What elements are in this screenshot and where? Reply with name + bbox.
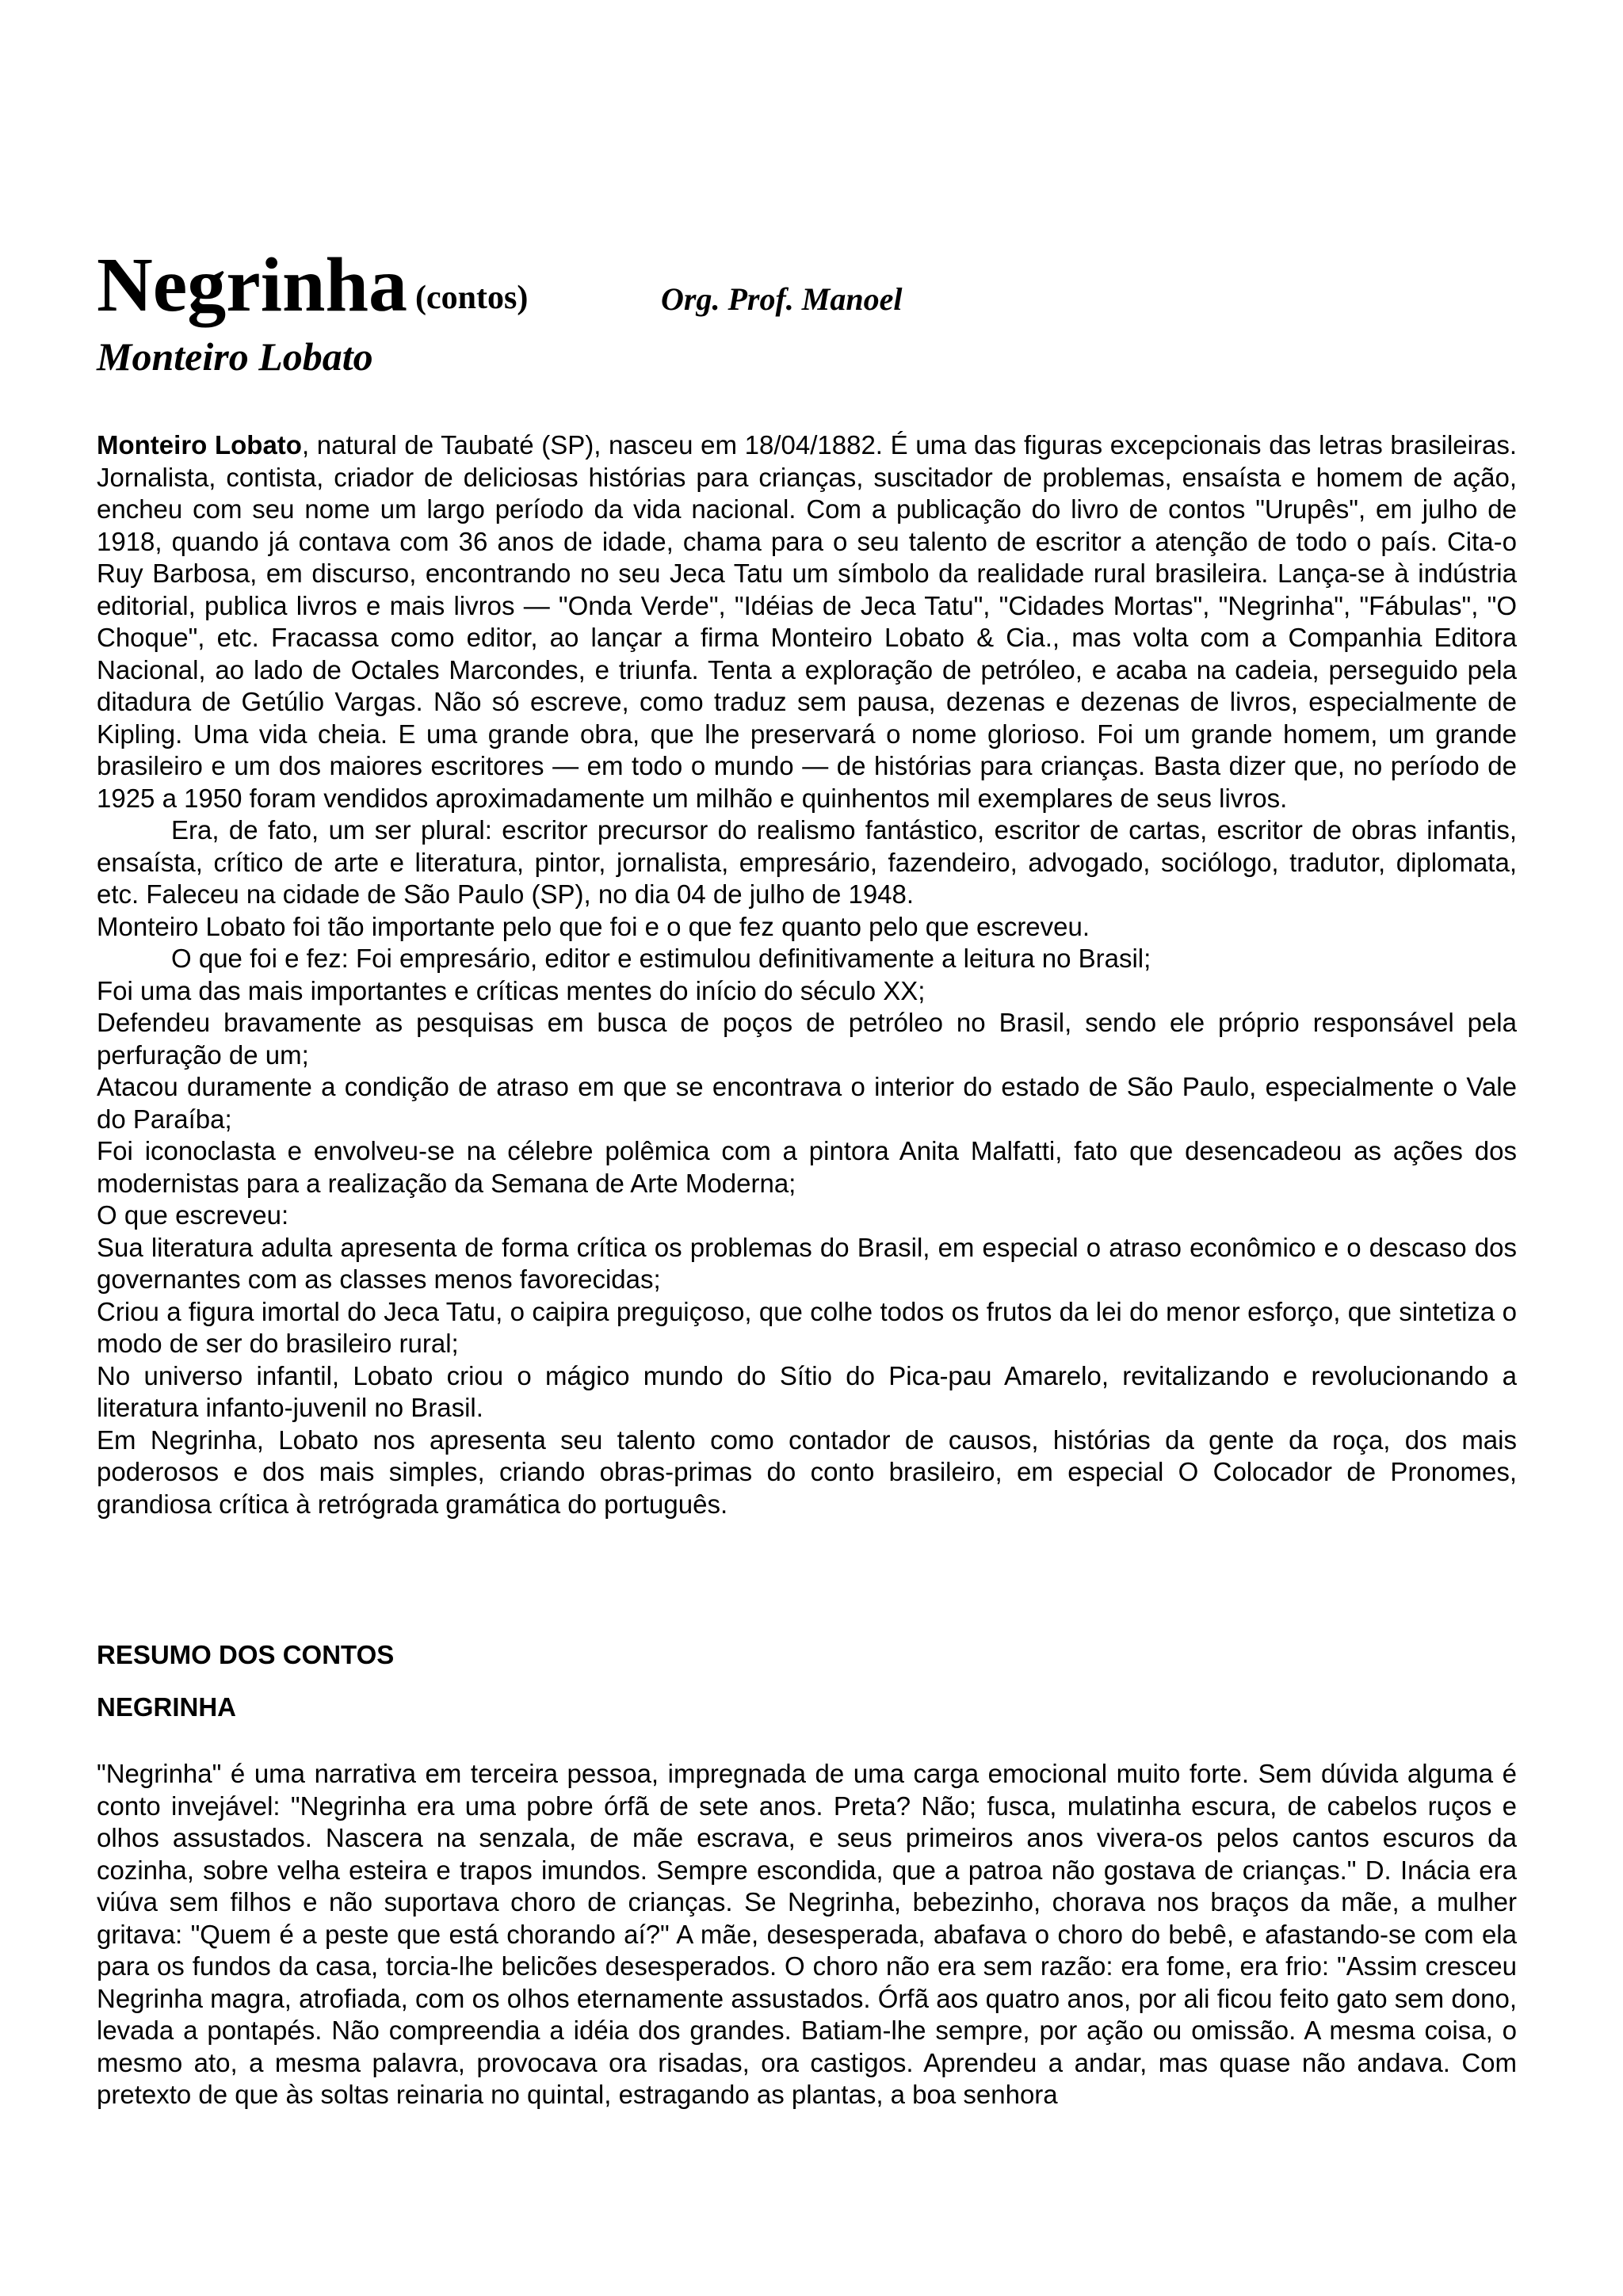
intro-line: Foi iconoclasta e envolveu-se na célebre polêmica com a pintora Anita Malfatti, fato que desencadeou as ações dos modernistas para a realização da Semana de Arte Moderna; — [97, 1136, 1517, 1198]
paragraph-importance: Monteiro Lobato foi tão importante pelo que foi e o que fez quanto pelo que escreveu. — [97, 911, 1090, 941]
negrinha-summary — [97, 1758, 1517, 2111]
author-name: Monteiro Lobato — [97, 334, 373, 379]
document-page — [97, 238, 1517, 2111]
intro-line: Sua literatura adulta apresenta de forma crítica os problemas do Brasil, em especial o atraso econômico e o descaso dos governantes com as classes menos favorecidas; — [97, 1232, 1517, 1294]
document-title: Negrinha — [97, 242, 407, 328]
intro-paragraph — [97, 429, 1517, 814]
section-heading-negrinha: NEGRINHA — [97, 1692, 237, 1722]
section-heading-resumo: RESUMO DOS CONTOS — [97, 1640, 395, 1669]
document-subtitle: (contos) — [415, 280, 529, 316]
intro-lead-text: , natural de Taubaté (SP), nasceu em 18/04/1882. É uma das figuras excepcionais das letras brasileiras. Jornalista, contista, criador de deliciosas histórias para crianças, suscitador de problemas, ensaísta e homem de ação, encheu com seu nome um largo período da vida nacional. Com a publicação do livro de contos "Urupês", em julho de 1918, quando já contava com 36 anos de idade, chama para o seu talento de escritor a atenção de todo o país. Cita-o Ruy Barbosa, em discurso, encontrando no seu Jeca Tatu um símbolo da realidade rural brasileira. Lança-se à indústria editorial, publica livros e mais livros — "Onda Verde", "Idéias de Jeca Tatu", "Cidades Mortas", "Negrinha", "Fábulas", "O Choque", etc. Fracassa como editor, ao lançar a firma Monteiro Lobato & Cia., mas volta com a Companhia Editora Nacional, ao lado de Octales Marcondes, e triunfa. Tenta a exploração de petróleo, e acaba na cadeia, perseguido pela ditadura de Getúlio Vargas. Não só escreve, como traduz sem pausa, dezenas e dezenas de livros, especialmente de Kipling. Uma vida cheia. E uma grande obra, que lhe preservará o nome glorioso. Foi um grande homem, um grande brasileiro e um dos maiores escritores — em todo o mundo — de histórias para crianças. Basta dizer que, no período de 1925 a 1950 foram vendidos aproximadamente um milhão e quinhentos mil exemplares de seus livros. — [97, 430, 1517, 813]
intro-line: Criou a figura imortal do Jeca Tatu, o caipira preguiçoso, que colhe todos os frutos da lei do menor esforço, que sintetiza o modo de ser do brasileiro rural; — [97, 1296, 1517, 1358]
intro-section — [97, 429, 1517, 1520]
intro-line: Atacou duramente a condição de atraso em que se encontrava o interior do estado de São Paulo, especialmente o Vale do Paraíba; — [97, 1072, 1517, 1134]
intro-line: Foi uma das mais importantes e críticas mentes do início do século XX; — [97, 975, 926, 1005]
title-block — [97, 238, 1517, 333]
intro-line: Defendeu bravamente as pesquisas em busca de poços de petróleo no Brasil, sendo ele próprio responsável pela perfuração de um; — [97, 1008, 1517, 1070]
intro-line: No universo infantil, Lobato criou o mágico mundo do Sítio do Pica-pau Amarelo, revitalizando e revolucionando a literatura infanto-juvenil no Brasil. — [97, 1360, 1517, 1422]
intro-line: O que escreveu: — [97, 1200, 289, 1230]
intro-lead-name: Monteiro Lobato — [97, 430, 302, 460]
intro-line: Em Negrinha, Lobato nos apresenta seu talento como contador de causos, histórias da gente da roça, dos mais poderosos e dos mais simples, criando obras-primas do conto brasileiro, em especial O Colocador de Pronomes, grandiosa crítica à retrógrada gramática do português. — [97, 1425, 1517, 1519]
paragraph-plural: Era, de fato, um ser plural: escritor precursor do realismo fantástico, escritor de cartas, escritor de obras infantis, ensaísta, crítico de arte e literatura, pintor, jornalista, empresário, fazendeiro, advogado, sociólogo, tradutor, diplomata, etc. Faleceu na cidade de São Paulo (SP), no dia 04 de julho de 1948. — [97, 815, 1517, 909]
negrinha-paragraph: "Negrinha" é uma narrativa em terceira pessoa, impregnada de uma carga emocional muito forte. Sem dúvida alguma é conto invejável: "Negrinha era uma pobre órfã de sete anos. Preta? Não; fusca, mulatinha escura, de cabelos ruços e olhos assustados. Nascera na senzala, de mãe escrava, e seus primeiros anos vivera-os pelos cantos escuros da cozinha, sobre velha esteira e trapos imundos. Sempre escondida, que a patroa não gostava de crianças." D. Inácia era viúva sem filhos e não suportava choro de crianças. Se Negrinha, bebezinho, chorava nos braços da mãe, a mulher gritava: "Quem é a peste que está chorando aí?" A mãe, desesperada, abafava o choro do bebê, e afastando-se com ela para os fundos da casa, torcia-lhe belicões desesperados. O choro não era sem razão: era fome, era frio: "Assim cresceu Negrinha magra, atrofiada, com os olhos eternamente assustados. Órfã aos quatro anos, por ali ficou feito gato sem dono, levada a pontapés. Não compreendia a idéia dos grandes. Batiam-lhe sempre, por ação ou omissão. A mesma coisa, o mesmo ato, a mesma palavra, provocava ora risadas, ora castigos. Aprendeu a andar, mas quase não andava. Com pretexto de que às soltas reinaria no quintal, estragando as plantas, a boa senhora — [97, 1759, 1517, 2109]
organizer-credit: Org. Prof. Manoel — [661, 281, 903, 317]
paragraph-what-did: O que foi e fez: Foi empresário, editor e estimulou definitivamente a leitura no Brasil; — [171, 944, 1151, 973]
